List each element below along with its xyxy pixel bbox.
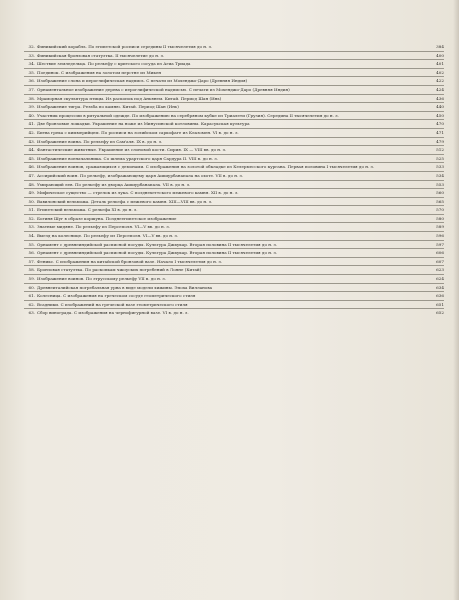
entry-number: 44. [28, 147, 35, 153]
entry-page: 652 [436, 310, 444, 316]
list-item [24, 259, 444, 264]
entry-page: 402 [436, 69, 444, 75]
entry-number: 52. [28, 215, 35, 221]
entry-page: 401 [436, 61, 444, 67]
list-item [24, 61, 444, 66]
entry-page: 436 [436, 95, 444, 101]
entry-caption: Изображение воинов, сражающихся с демонами. С изображения на золотой обкладке из Келермесского кургана. Первая половина I тысячелетия до н. э. [37, 164, 375, 170]
entry-caption: Орнамент с древнеиндийской расписной посуды. Культура Джхукар. Вторая половина II тысячелетия до н. э. [37, 241, 278, 247]
entry-number: 55. [28, 241, 35, 247]
entry-caption: Орнаментальное изображение дерева с иероглифической надписью. С печати из Мохенджо-Даро (Древняя Индия) [37, 86, 290, 92]
divider [24, 68, 444, 69]
list-item [24, 78, 444, 83]
entry-number: 42. [28, 129, 35, 135]
entry-number: 43. [28, 138, 35, 144]
entry-number: 45. [28, 155, 35, 161]
divider [24, 51, 444, 52]
divider [24, 137, 444, 138]
divider [24, 257, 444, 258]
entry-number: 33. [28, 52, 35, 58]
entry-page: 596 [436, 233, 444, 239]
divider [24, 274, 444, 275]
entry-number: 62. [28, 301, 35, 307]
entry-page: 565 [436, 198, 444, 204]
divider [24, 231, 444, 232]
entry-number: 37. [28, 86, 35, 92]
divider [24, 102, 444, 103]
list-item [24, 250, 444, 255]
list-item [24, 130, 444, 135]
entry-caption: Изображение тигра. Резьба по камню. Китай. Период Шан (Инь) [37, 104, 179, 110]
entry-caption: Битва грека с киммерийцем. По росписи на эолийском саркофаге из Клазомен. VI в. до н. э. [37, 129, 239, 135]
entry-page: 424 [436, 86, 444, 92]
entry-number: 61. [28, 293, 35, 299]
entry-number: 53. [28, 224, 35, 230]
entry-caption: Изображение военачальника. Со шлема урартского царя Сардура II. VIII в. до н. э. [37, 155, 218, 161]
entry-page: 450 [436, 112, 444, 118]
entry-caption: Орнамент с древнеиндийской расписной посуды. Культура Джхукар. Вторая половина II тысячелетия до н. э. [37, 250, 278, 256]
divider [24, 111, 444, 112]
entry-number: 35. [28, 69, 35, 75]
list-item [24, 293, 444, 298]
entry-page: 606 [436, 250, 444, 256]
entry-caption: Выезд на колеснице. По рельефу из Персеполя. VI—V вв. до н. э. [37, 233, 179, 239]
entry-number: 57. [28, 258, 35, 264]
divider [24, 240, 444, 241]
entry-caption: Умирающий лев. По рельефу из дворца Ашшурбанапала. VII в. до н. э. [37, 181, 191, 187]
entry-page: 471 [436, 129, 444, 135]
list-item [24, 310, 444, 315]
divider [24, 283, 444, 284]
entry-page: 384 [436, 44, 444, 49]
entry-number: 60. [28, 284, 35, 290]
entry-caption: Всадники. С изображений на греческой вазе геометрического стиля [37, 301, 188, 307]
divider [24, 265, 444, 266]
entry-page: 623 [436, 267, 444, 273]
entry-caption: Колесница. С изображения на греческом сосуде геометрического стиля [37, 293, 196, 299]
entry-caption: Бронзовая статуэтка. По раскопкам чжоуских погребений в Лояне (Китай) [37, 267, 202, 273]
entry-caption: Изображение воина. По рельефу из Сам'аля. IX в. до н. э. [37, 138, 163, 144]
divider [24, 248, 444, 249]
list-item [24, 199, 444, 204]
entry-caption: Изображение воинов. По этрусскому рельефу VII в. до н. э. [37, 276, 167, 282]
entry-caption: Финикийская бронзовая статуэтка. II тысячелетие до н. э. [37, 52, 165, 58]
divider [24, 214, 444, 215]
divider [24, 119, 444, 120]
entry-page: 580 [436, 215, 444, 221]
list-item [24, 224, 444, 229]
entry-number: 51. [28, 207, 35, 213]
list-item [24, 156, 444, 161]
divider [24, 94, 444, 95]
entry-page: 479 [436, 138, 444, 144]
list-item [24, 276, 444, 281]
entry-caption: Изображение слона и иероглифическая надпись. С печати из Мохенджо-Даро (Древняя Индия) [37, 78, 248, 84]
list-item [24, 216, 444, 221]
list-item [24, 302, 444, 307]
divider [24, 180, 444, 181]
list-item [24, 267, 444, 272]
list-item [24, 104, 444, 109]
entry-caption: Поединок. С изображения на золотом перстне из Микен [37, 69, 162, 75]
entry-number: 50. [28, 198, 35, 204]
page-edge-shadow [453, 0, 459, 600]
list-item [24, 173, 444, 178]
list-item [24, 164, 444, 169]
entry-number: 54. [28, 233, 35, 239]
entry-page: 636 [436, 293, 444, 299]
illustration-list [24, 44, 444, 316]
entry-page: 512 [436, 147, 444, 153]
divider [24, 291, 444, 292]
entry-page: 533 [436, 164, 444, 170]
entry-number: 38. [28, 95, 35, 101]
list-item [24, 233, 444, 238]
entry-caption: Сбор винограда. С изображения на чернофигурной вазе. VI в. до н. э. [37, 310, 189, 316]
entry-number: 56. [28, 250, 35, 256]
divider [24, 154, 444, 155]
entry-number: 58. [28, 267, 35, 273]
entry-caption: Мифическое существо — стрелок из лука. С позднехеттского межевого камня. XII в. до н. э. [37, 190, 239, 196]
entry-page: 651 [436, 301, 444, 307]
entry-caption: Две бронзовые лошадки. Украшение на ноже из Минусинской котловины. Карасукская культура [37, 121, 250, 127]
entry-number: 48. [28, 181, 35, 187]
list-item [24, 113, 444, 118]
entry-page: 597 [436, 241, 444, 247]
entry-page: 553 [436, 181, 444, 187]
entry-caption: Фантастические животные. Украшение из слоновой кости. Сирия. IX — VIII вв. до н. э. [37, 147, 227, 153]
entry-number: 41. [28, 121, 35, 127]
entry-caption: Мраморная скульптура птицы. Из раскопок под Аньянем. Китай. Период Шан (Инь) [37, 95, 222, 101]
list-item [24, 121, 444, 126]
divider [24, 205, 444, 206]
divider [24, 171, 444, 172]
list-item [24, 285, 444, 290]
divider [24, 162, 444, 163]
entry-number: 47. [28, 172, 35, 178]
entry-caption: Египетский вельможа. С рельефа XI в. до н. э. [37, 207, 138, 213]
divider [24, 300, 444, 301]
entry-number: 49. [28, 190, 35, 196]
entry-caption: Богиня Шуг в образе коршуна. Позднеегипетское изображение [37, 215, 177, 221]
list-item [24, 87, 444, 92]
entry-page: 525 [436, 155, 444, 161]
entry-caption: Финикийский корабль. По египетской росписи середины II тысячелетия до н. э. [37, 44, 213, 49]
entry-page: 470 [436, 121, 444, 127]
entry-page: 570 [436, 207, 444, 213]
list-item [24, 190, 444, 195]
divider [24, 128, 444, 129]
list-item [24, 207, 444, 212]
entry-caption: Древнеиталийская погребальная урна в виде модели хижины. Эпоха Вилланова [37, 284, 213, 290]
list-item [24, 139, 444, 144]
entry-caption: Знатные мидяне. По рельефу из Персеполя. VI—V вв. до н. э. [37, 224, 170, 230]
divider [24, 188, 444, 189]
divider [24, 59, 444, 60]
entry-number: 39. [28, 104, 35, 110]
list-item [24, 242, 444, 247]
entry-page: 534 [436, 172, 444, 178]
divider [24, 222, 444, 223]
entry-number: 34. [28, 61, 35, 67]
entry-number: 59. [28, 276, 35, 282]
entry-number: 32. [28, 44, 35, 49]
list-item [24, 70, 444, 75]
entry-page: 422 [436, 78, 444, 84]
entry-number: 40. [28, 112, 35, 118]
entry-caption: Феникс. С изображения на китайской бронзовой вазе. Начало I тысячелетия до н. э. [37, 258, 223, 264]
list-item [24, 147, 444, 152]
divider [24, 308, 444, 309]
entry-number: 46. [28, 164, 35, 170]
entry-page: 634 [436, 284, 444, 290]
divider [24, 76, 444, 77]
entry-caption: Вавилонский вельможа. Деталь рельефа с межевого камня. XIII—VIII вв. до н. э. [37, 198, 213, 204]
divider [24, 197, 444, 198]
entry-number: 36. [28, 78, 35, 84]
entry-page: 440 [436, 104, 444, 110]
divider [24, 85, 444, 86]
entry-page: 560 [436, 190, 444, 196]
entry-caption: Ассирийский воин. По рельефу, изображающему царя Ашшурбанапала на охоте. VII в. до н. э. [37, 172, 244, 178]
list-item [24, 182, 444, 187]
entry-page: 607 [436, 258, 444, 264]
entry-caption: Шествие земледельца. По рельефу с критского сосуда из Агиа Триада [37, 61, 191, 67]
list-item [24, 96, 444, 101]
entry-caption: Участник процессии в ритуальной одежде. По изображению на серебряном кубке из Триалети (Грузия). Середина II тысячелетия до н. э. [37, 112, 339, 118]
entry-number: 63. [28, 310, 35, 316]
entry-page: 589 [436, 224, 444, 230]
divider [24, 145, 444, 146]
entry-page: 624 [436, 276, 444, 282]
list-item [24, 53, 444, 58]
entry-page: 400 [436, 52, 444, 58]
list-item [24, 44, 444, 49]
